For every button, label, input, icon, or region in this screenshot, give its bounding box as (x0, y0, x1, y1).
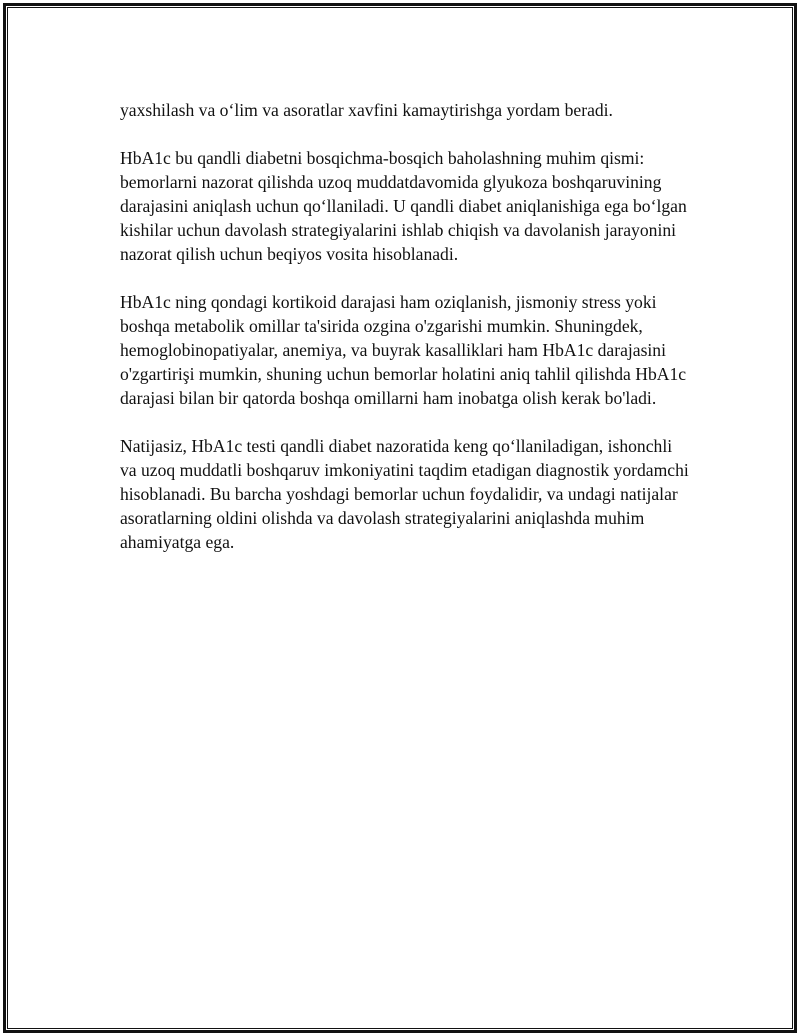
paragraph-1: yaxshilash va o‘lim va asoratlar xavfini kamaytirishga yordam beradi. (120, 100, 613, 120)
paragraph-3: HbA1c ning qondagi kortikoid darajasi ham oziqlanish, jismoniy stress yoki boshqa metabolik omillar ta'sirida ozgina o'zgarishi mumkin. Shuningdek, hemoglobinopatiyalar, anemiya, va buyrak kasalliklari ham HbA1c darajasini o'zgartirişi mumkin, shuning uchun bemorlar holatini aniq tahlil qilishda HbA1c darajasi bilan bir qatorda boshqa omillarni ham inobatga olish kerak bo'ladi. (120, 292, 687, 408)
document-body (120, 98, 690, 578)
paragraph-2: HbA1c bu qandli diabetni bosqichma-bosqich baholashning muhim qismi: bemorlarni nazorat qilishda uzoq muddatdavomida glyukoza boshqaruvining darajasini aniqlash uchun qo‘llaniladi. U qandli diabet aniqlanishiga ega bo‘lgan kishilar uchun davolash strategiyalarini ishlab chiqish va davolanish jarayonini nazorat qilish uchun beqiyos vosita hisoblanadi. (120, 148, 687, 264)
paragraph-4: Natijasiz, HbA1c testi qandli diabet nazoratida keng qo‘llaniladigan, ishonchli va uzoq muddatli boshqaruv imkoniyatini taqdim etadigan diagnostik yordamchi hisoblanadi. Bu barcha yoshdagi bemorlar uchun foydalidir, va undagi natijalar asoratlarning oldini olishda va davolash strategiyalarini aniqlashda muhim ahamiyatga ega. (120, 436, 689, 552)
page-frame (3, 3, 797, 1033)
